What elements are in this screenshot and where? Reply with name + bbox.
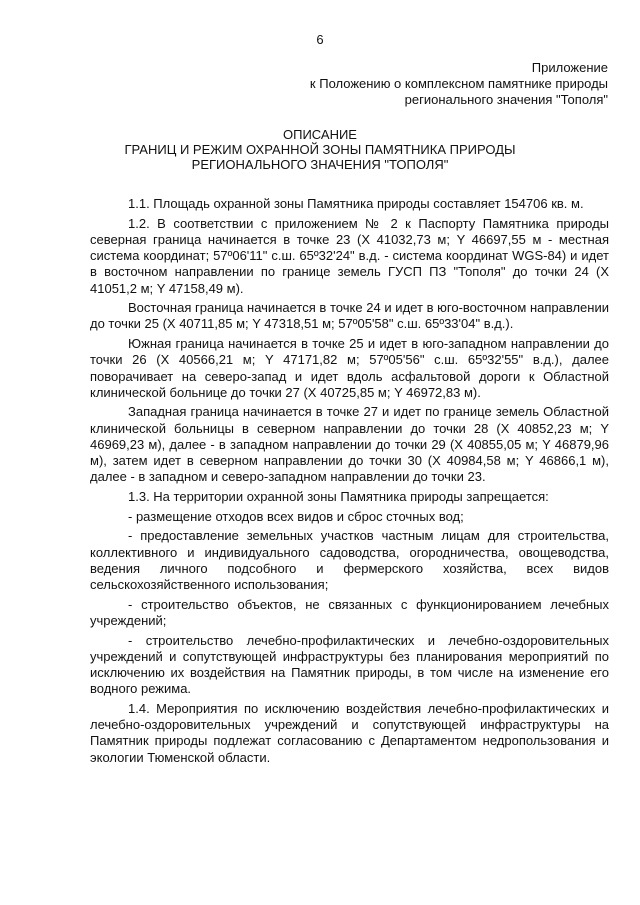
document-title bbox=[0, 127, 640, 172]
document-body bbox=[90, 196, 609, 769]
page-number: 6 bbox=[316, 32, 324, 47]
appendix-line: регионального значения "Тополя" bbox=[404, 92, 608, 107]
paragraph-east-boundary: Восточная граница начинается в точке 24 и идет в юго-восточном направлении до точки 25 (X 40711,85 м; Y 47318,51 м; 57º05'58" с.ш. 65º33'04" в.д.). bbox=[90, 300, 609, 332]
appendix-line: Приложение bbox=[531, 60, 608, 75]
paragraph-south-boundary: Южная граница начинается в точке 25 и идет в юго-западном направлении до точки 26 (X 40566,21 м; Y 47171,82 м; 57º05'56" с.ш. 65º32'55" в.д.), далее поворачивает на северо-запад и идет вдоль асфальтовой дороги к Областной клинической больнице до точки 27 (X 40725,85 м; Y 46972,83 м). bbox=[90, 336, 609, 400]
appendix-line: к Положению о комплексном памятнике природы bbox=[309, 76, 608, 91]
prohibition-item: - размещение отходов всех видов и сброс сточных вод; bbox=[128, 508, 464, 524]
paragraph-west-boundary: Западная граница начинается в точке 27 и идет по границе земель Областной клинической больницы в северном направлении до точки 28 (X 40852,23 м; Y 46969,23 м), далее - в западном направлении до точки 29 (X 40855,05 м; Y 46879,96 м), затем идет в северном направлении до точки 30 (X 40984,58 м; Y 46866,1 м), далее - в западном и северо-западном направлении до точки 23. bbox=[90, 404, 609, 485]
appendix-header bbox=[310, 60, 608, 108]
title-line: ГРАНИЦ И РЕЖИМ ОХРАННОЙ ЗОНЫ ПАМЯТНИКА ПРИРОДЫ bbox=[124, 142, 516, 157]
title-line: ОПИСАНИЕ bbox=[283, 127, 357, 142]
prohibition-item: - строительство лечебно-профилактических и лечебно-оздоровительных учреждений и сопутствующей инфраструктуры без планирования мероприятий по исключению их воздействия на Памятник природы, в том числе на изменение его водного режима. bbox=[90, 632, 609, 697]
paragraph-1-4: 1.4. Мероприятия по исключению воздействия лечебно-профилактических и лечебно-оздоровительных учреждений и сопутствующей инфраструктуры на Памятник природы подлежат согласованию с Департаментом недропользования и экологии Тюменской области. bbox=[90, 700, 609, 765]
title-line: РЕГИОНАЛЬНОГО ЗНАЧЕНИЯ "ТОПОЛЯ" bbox=[191, 157, 449, 172]
paragraph-1-1: 1.1. Площадь охранной зоны Памятника природы составляет 154706 кв. м. bbox=[128, 196, 584, 211]
paragraph-1-3: 1.3. На территории охранной зоны Памятника природы запрещается: bbox=[128, 488, 549, 504]
prohibition-item: - строительство объектов, не связанных с функционированием лечебных учреждений; bbox=[90, 596, 609, 628]
paragraph-1-2: 1.2. В соответствии с приложением № 2 к Паспорту Памятника природы северная граница начинается в точке 23 (X 41032,73 м; Y 46697,55 м - местная система координат; 57º06'11" с.ш. 65º32'24" в.д. - система координат WGS-84) и идет в восточном направлении по границе земель ГУСП ПЗ "Тополя" до точки 24 (X 41051,2 м; Y 47158,49 м). bbox=[90, 215, 609, 296]
prohibition-item: - предоставление земельных участков частным лицам для строительства, коллективного и индивидуального садоводства, огородничества, овощеводства, ведения личного подсобного и фермерского хозяйства, всех видов сельскохозяйственного использования; bbox=[90, 528, 609, 592]
